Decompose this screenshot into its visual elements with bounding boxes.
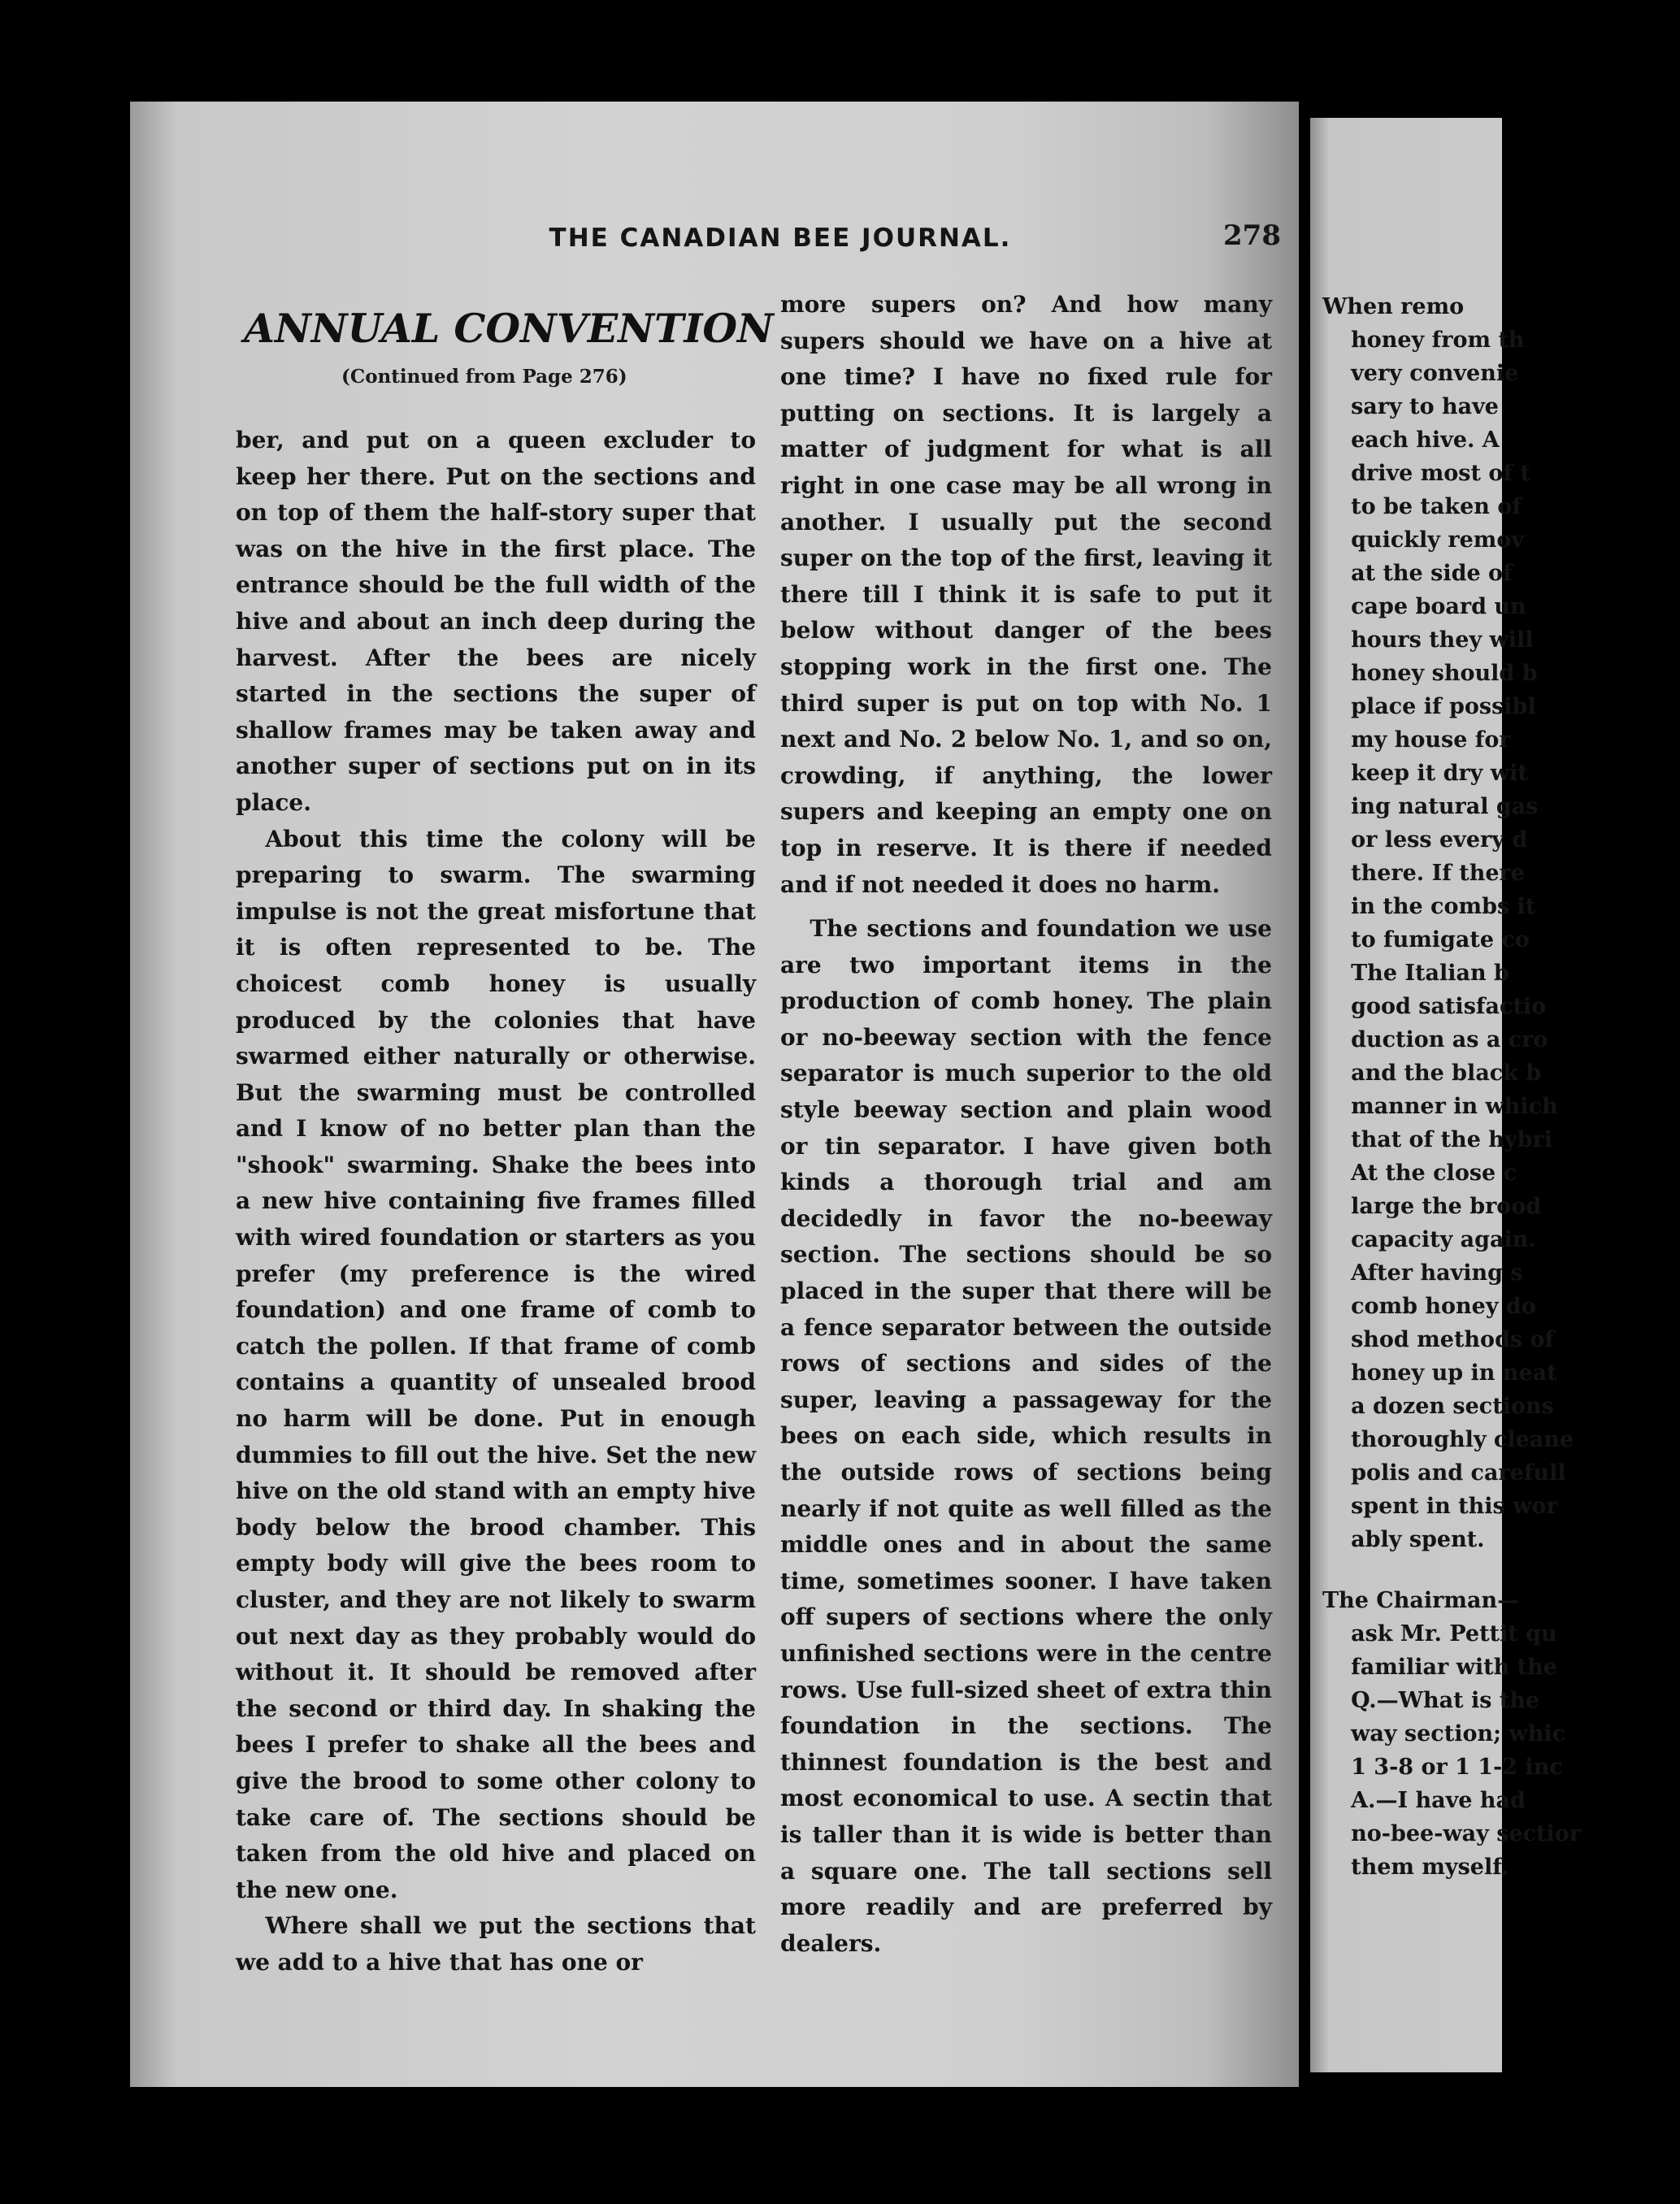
text-line: duction as a cro [1351,1027,1548,1052]
continued-note: (Continued from Page 276) [341,366,627,388]
text-line: drive most of t [1351,461,1530,486]
text-line: a dozen sections [1351,1394,1554,1419]
text-line: honey should b [1351,661,1538,686]
text-line: there. If there [1351,861,1525,886]
text-line: comb honey do [1351,1294,1536,1319]
text-line: Q.—What is the [1351,1688,1540,1713]
text-line: sary to have [1351,394,1499,419]
text-line: 1 3-8 or 1 1-2 inc [1351,1755,1563,1780]
text-line: large the brood [1351,1194,1542,1219]
text-line: my house for [1351,727,1511,753]
text-line: ably spent. [1351,1527,1485,1552]
right-column [780,287,1272,1962]
text-line: each hive. A [1351,427,1500,453]
text-line: honey up in neat [1351,1360,1557,1386]
text-line: in the combs it [1351,894,1536,919]
text-line: them myself. [1351,1855,1509,1880]
text-line: at the side of [1351,561,1513,586]
article-title: ANNUAL CONVENTION [244,305,774,352]
text-line: cape board un [1351,594,1526,619]
text-line: and the black b [1351,1061,1542,1086]
text-line: spent in this wor [1351,1494,1558,1519]
text-line: to be taken of [1351,494,1522,519]
paragraph: ber, and put on a queen excluder to keep her there. Put on the sections and on top of them the half-story super that was on the hive in the first place. The entrance should be the full width of the hive and about an inch deep during the harvest. After the bees are nicely started in the sections the super of shallow frames may be taken away and another super of sections put on in its place. [236,427,756,816]
adjacent-page-fragment [1310,118,1581,2072]
text-line: manner in which [1351,1094,1558,1119]
text-line: capacity again. [1351,1227,1536,1252]
text-line: good satisfactio [1351,994,1547,1019]
running-header: THE CANADIAN BEE JOURNAL. [549,223,1012,253]
text-line: very convenie [1351,361,1519,386]
text-line: that of the hybri [1351,1127,1552,1152]
text-line: hours they will [1351,627,1534,653]
text-line: to fumigate co [1351,927,1530,952]
text-line: thoroughly cleane [1351,1427,1574,1452]
text-line: place if possibl [1351,694,1536,719]
text-line: A.—I have had [1351,1788,1526,1813]
text-line: quickly remov [1351,527,1525,553]
text-line: no-bee-way sectior [1351,1821,1581,1846]
paragraph: The sections and foundation we use are two important items in the production of comb honey. The plain or no-beeway section with the fence separator is much superior to the old style beeway section and plain wood or tin separator. I have given both kinds a thorough trial and am decidedly in favor the no-beeway section. The sections should be so placed in the super that there will be a fence separator between the outside rows of sections and sides of the super, leaving a passageway for the bees on each side, which results in the outside rows of sections being nearly if not quite as well filled as the middle ones and in about the same time, sometimes sooner. I have taken off supers of sections where the only unfinished sections were in the centre rows. Use full-sized sheet of extra thin foundation in the sections. The thinnest foundation is the best and most economical to use. A sectin that is taller than it is wide is better than a square one. The tall sections sell more readily and are preferred by dealers. [780,915,1272,1957]
left-column [236,423,756,1981]
text-line: honey from th [1351,328,1525,353]
text-line: The Chairman— [1322,1588,1520,1613]
text-line: ing natural gas [1351,794,1539,819]
text-line: When remo [1322,294,1465,319]
text-line: shod methods of [1351,1327,1555,1352]
page-number: 278 [1223,219,1281,252]
text-line: ask Mr. Pettit qu [1351,1621,1557,1646]
text-line: keep it dry wit [1351,761,1528,786]
text-line: or less every d [1351,827,1528,853]
text-line: familiar with the [1351,1655,1557,1680]
journal-page [130,102,1299,2087]
text-line: polis and carefull [1351,1460,1566,1486]
paragraph: more supers on? And how many supers should we have on a hive at one time? I have no fixed rule for putting on sections. It is largely a matter of judgment for what is all right in one case may be all wrong in another. I usually put the second super on the top of the first, leaving it there till I think it is safe to put it below without danger of the bees stopping work in the first one. The third super is put on top with No. 1 next and No. 2 below No. 1, and so on, crowding, if anything, the lower supers and keeping an empty one on top in reserve. It is there if needed and if not needed it does no harm. [780,291,1272,898]
paragraph: About this time the colony will be preparing to swarm. The swarming impulse is not the great misfortune that it is often represented to be. The choicest comb honey is usually produced by the colonies that have swarmed either naturally or otherwise. But the swarming must be controlled and I know of no better plan than the "shook" swarming. Shake the bees into a new hive containing five frames filled with wired foundation or starters as you prefer (my preference is the wired foundation) and one frame of comb to catch the pollen. If that frame of comb contains a quantity of unsealed brood no harm will be done. Put in enough dummies to fill out the hive. Set the new hive on the old stand with an empty hive body below the brood chamber. This empty body will give the bees room to cluster, and they are not likely to swarm out next day as they probably would do without it. It should be removed after the second or third day. In shaking the bees I prefer to shake all the bees and give the brood to some other colony to take care of. The sections should be taken from the old hive and placed on the new one. [236,825,756,1903]
adjacent-page-text [1322,290,1680,1884]
text-line: After having s [1351,1260,1523,1286]
text-line: way section; whic [1351,1721,1566,1746]
paragraph: Where shall we put the sections that we add to a hive that has one or [236,1912,756,1976]
text-line: The Italian b [1351,961,1509,986]
text-line: At the close c [1351,1161,1517,1186]
